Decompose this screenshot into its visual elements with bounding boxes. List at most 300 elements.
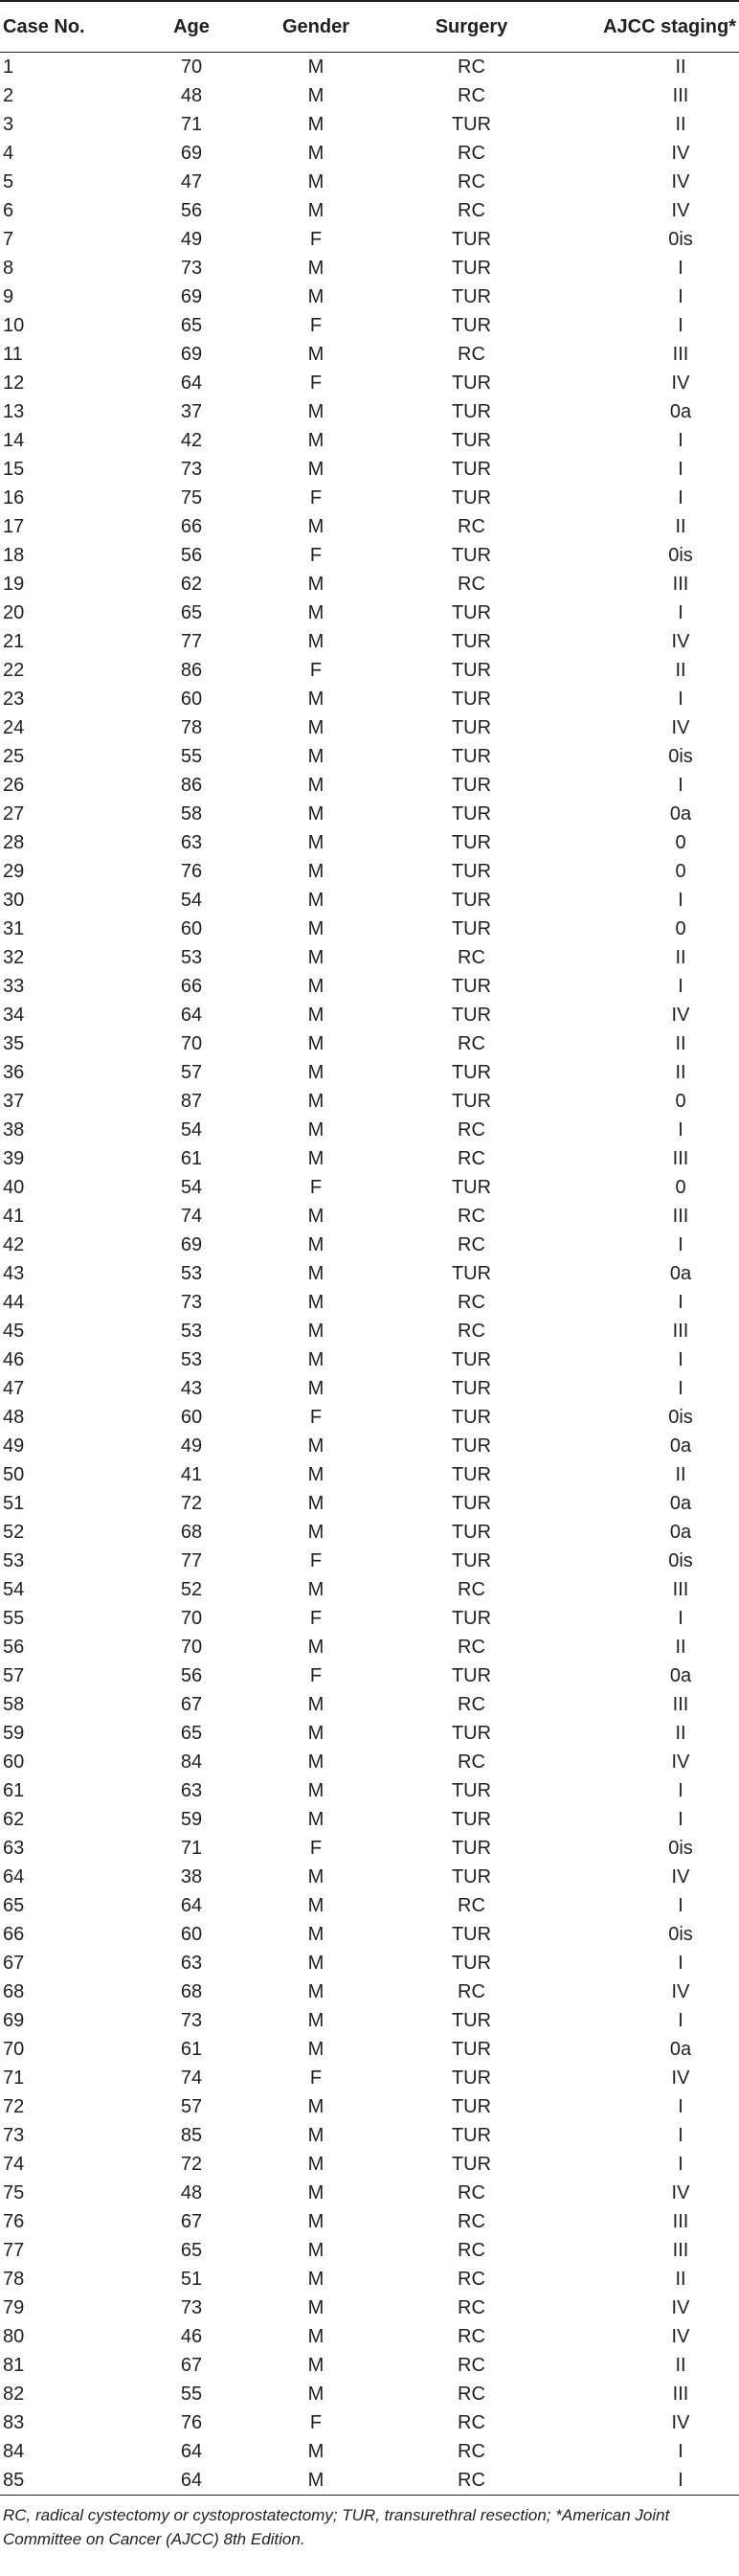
- cell-age: 70: [180, 1608, 203, 1629]
- cell-age: 68: [180, 1522, 203, 1543]
- cell-surgery: TUR: [451, 918, 492, 939]
- cell-ajcc-staging: I: [678, 689, 683, 710]
- table-body: [0, 53, 739, 2496]
- cell-age: 59: [180, 1809, 203, 1830]
- cell-ajcc-staging: 0: [675, 832, 686, 853]
- cell-case-no: 73: [3, 2125, 25, 2146]
- cell-surgery: TUR: [451, 1435, 492, 1457]
- cell-case-no: 64: [3, 1866, 25, 1887]
- cell-ajcc-staging: 0is: [668, 1838, 693, 1859]
- cell-age: 73: [180, 459, 203, 480]
- cell-ajcc-staging: I: [678, 2096, 683, 2117]
- cell-gender: M: [307, 1522, 325, 1543]
- cell-case-no: 31: [3, 918, 25, 939]
- cell-age: 74: [180, 2068, 203, 2089]
- cell-surgery: TUR: [451, 660, 492, 681]
- table-row: [0, 1001, 739, 1029]
- cell-case-no: 21: [3, 631, 25, 652]
- cell-ajcc-staging: IV: [671, 2182, 690, 2203]
- cell-surgery: TUR: [451, 1953, 492, 1974]
- table-row: [0, 2466, 739, 2496]
- cell-surgery: RC: [458, 2182, 485, 2203]
- cell-age: 67: [180, 1694, 203, 1715]
- cell-ajcc-staging: III: [672, 1694, 689, 1715]
- cell-surgery: RC: [458, 1637, 485, 1658]
- cell-case-no: 53: [3, 1550, 25, 1571]
- cell-surgery: TUR: [451, 2010, 492, 2031]
- table-row: [0, 857, 739, 886]
- table-row: [0, 2351, 739, 2380]
- cell-surgery: RC: [458, 947, 485, 968]
- cell-case-no: 39: [3, 1148, 25, 1169]
- cell-case-no: 57: [3, 1665, 25, 1686]
- header-row: [0, 1, 739, 53]
- cell-age: 51: [180, 2269, 203, 2290]
- table-row: [0, 1891, 739, 1920]
- cell-age: 71: [180, 1838, 203, 1859]
- cell-surgery: RC: [458, 2240, 485, 2261]
- table-row: [0, 1058, 739, 1087]
- cell-case-no: 18: [3, 545, 25, 566]
- cell-surgery: TUR: [451, 1608, 492, 1629]
- cell-gender: M: [307, 114, 325, 135]
- cell-age: 63: [180, 832, 203, 853]
- cell-ajcc-staging: IV: [671, 143, 690, 164]
- cell-gender: M: [307, 2154, 325, 2175]
- cell-age: 85: [180, 2125, 203, 2146]
- cell-ajcc-staging: IV: [671, 1866, 690, 1887]
- cell-age: 37: [180, 401, 203, 422]
- cell-case-no: 42: [3, 1234, 25, 1255]
- table-row: [0, 1661, 739, 1690]
- cell-gender: M: [307, 717, 325, 738]
- cell-age: 73: [180, 258, 203, 279]
- cell-gender: M: [307, 344, 325, 365]
- cell-surgery: RC: [458, 2297, 485, 2318]
- cell-surgery: TUR: [451, 1838, 492, 1859]
- cell-surgery: TUR: [451, 861, 492, 882]
- cell-gender: F: [309, 1177, 323, 1198]
- cell-ajcc-staging: I: [678, 2154, 683, 2175]
- cell-case-no: 2: [3, 85, 14, 106]
- cell-ajcc-staging: II: [675, 1033, 686, 1054]
- table-row: [0, 599, 739, 627]
- table-row: [0, 828, 739, 857]
- table-row: [0, 168, 739, 196]
- cell-gender: M: [307, 1349, 325, 1370]
- cell-gender: M: [307, 2441, 325, 2462]
- cell-case-no: 15: [3, 459, 25, 480]
- cell-age: 63: [180, 1780, 203, 1801]
- table-row: [0, 1432, 739, 1460]
- cell-case-no: 68: [3, 1981, 25, 2002]
- cell-case-no: 35: [3, 1033, 25, 1054]
- cell-ajcc-staging: I: [678, 1378, 683, 1399]
- cell-gender: M: [307, 1694, 325, 1715]
- cell-ajcc-staging: I: [678, 1953, 683, 1974]
- cell-gender: M: [307, 2355, 325, 2376]
- table-footnote: RC, radical cystectomy or cystoprostatectomy; TUR, transurethral resection; *American Joint Committee on Cancer (AJCC) 8th Edition.: [3, 2506, 670, 2548]
- table-row: [0, 2437, 739, 2466]
- header-case-no: Case No.: [0, 1, 139, 53]
- cell-gender: M: [307, 1981, 325, 2002]
- cell-surgery: TUR: [451, 2125, 492, 2146]
- table-row: [0, 1633, 739, 1661]
- cell-surgery: TUR: [451, 229, 492, 250]
- cell-gender: F: [309, 1665, 323, 1686]
- table-row: [0, 1288, 739, 1317]
- table-row: [0, 2006, 739, 2035]
- cell-ajcc-staging: 0: [675, 1177, 686, 1198]
- cell-ajcc-staging: 0a: [669, 1263, 692, 1284]
- cell-age: 65: [180, 1723, 203, 1744]
- table-row: [0, 1202, 739, 1231]
- cell-gender: M: [307, 171, 325, 192]
- cell-case-no: 29: [3, 861, 25, 882]
- cell-age: 56: [180, 545, 203, 566]
- cell-gender: F: [309, 1608, 323, 1629]
- cell-surgery: TUR: [451, 430, 492, 451]
- cell-age: 61: [180, 2039, 203, 2060]
- table-row: [0, 196, 739, 225]
- cell-gender: M: [307, 890, 325, 911]
- cell-gender: M: [307, 516, 325, 537]
- cell-case-no: 82: [3, 2384, 25, 2405]
- cell-age: 69: [180, 1234, 203, 1255]
- cell-ajcc-staging: I: [678, 1608, 683, 1629]
- table-row: [0, 139, 739, 168]
- table-row: [0, 340, 739, 369]
- cell-surgery: RC: [458, 2355, 485, 2376]
- cell-case-no: 28: [3, 832, 25, 853]
- table-header: [0, 1, 739, 53]
- cell-ajcc-staging: III: [672, 85, 689, 106]
- cell-age: 60: [180, 1407, 203, 1428]
- cell-case-no: 20: [3, 602, 25, 623]
- cell-gender: F: [309, 1407, 323, 1428]
- cell-ajcc-staging: I: [678, 1809, 683, 1830]
- cell-case-no: 11: [3, 344, 23, 365]
- cell-case-no: 51: [3, 1493, 25, 1514]
- cell-age: 63: [180, 1953, 203, 1974]
- cell-age: 72: [180, 1493, 203, 1514]
- cell-ajcc-staging: IV: [671, 2412, 690, 2433]
- cell-surgery: RC: [458, 2441, 485, 2462]
- cell-ajcc-staging: 0is: [668, 545, 693, 566]
- cell-surgery: TUR: [451, 1866, 492, 1887]
- cell-surgery: TUR: [451, 459, 492, 480]
- cell-case-no: 43: [3, 1263, 25, 1284]
- cell-ajcc-staging: 0is: [668, 1550, 693, 1571]
- cell-gender: M: [307, 2269, 325, 2290]
- table-row: [0, 1776, 739, 1805]
- cell-case-no: 54: [3, 1579, 25, 1600]
- cell-age: 66: [180, 976, 203, 997]
- cell-ajcc-staging: I: [678, 2441, 683, 2462]
- cell-surgery: TUR: [451, 746, 492, 767]
- cell-ajcc-staging: I: [678, 430, 683, 451]
- cell-age: 73: [180, 2297, 203, 2318]
- cell-ajcc-staging: II: [675, 56, 686, 78]
- cell-surgery: RC: [458, 2211, 485, 2232]
- cell-surgery: TUR: [451, 1091, 492, 1112]
- cell-case-no: 46: [3, 1349, 25, 1370]
- cell-surgery: TUR: [451, 717, 492, 738]
- table-row: [0, 397, 739, 426]
- cell-gender: M: [307, 746, 325, 767]
- cell-age: 53: [180, 1321, 203, 1342]
- cell-age: 78: [180, 717, 203, 738]
- cell-age: 54: [180, 890, 203, 911]
- cell-age: 73: [180, 1292, 203, 1313]
- cell-case-no: 58: [3, 1694, 25, 1715]
- cell-age: 70: [180, 1637, 203, 1658]
- cell-ajcc-staging: IV: [671, 631, 690, 652]
- table-row: [0, 225, 739, 254]
- table-row: [0, 1173, 739, 1202]
- cell-surgery: TUR: [451, 1550, 492, 1571]
- cell-case-no: 49: [3, 1435, 25, 1457]
- cell-gender: M: [244, 2466, 388, 2496]
- cell-ajcc-staging: III: [672, 1148, 689, 1169]
- cell-age: 53: [180, 947, 203, 968]
- cell-surgery: RC: [458, 171, 485, 192]
- cell-gender: M: [307, 2010, 325, 2031]
- cell-gender: M: [307, 1435, 325, 1457]
- cell-surgery: TUR: [451, 258, 492, 279]
- cell-gender: F: [309, 373, 323, 394]
- cell-age: 84: [180, 1751, 203, 1773]
- table-row: [0, 1231, 739, 1259]
- table-row: [0, 2092, 739, 2121]
- cell-surgery: RC: [458, 143, 485, 164]
- cell-age: 60: [180, 1924, 203, 1945]
- cell-ajcc-staging: 0a: [669, 1665, 692, 1686]
- table-row: [0, 1604, 739, 1633]
- cell-gender: M: [307, 430, 325, 451]
- cell-ajcc-staging: I: [678, 602, 683, 623]
- cell-surgery: TUR: [451, 1809, 492, 1830]
- cell-age: 69: [180, 344, 203, 365]
- cell-surgery: TUR: [451, 1005, 492, 1026]
- cell-age: 43: [180, 1378, 203, 1399]
- cell-age: 49: [180, 229, 203, 250]
- cell-age: 64: [180, 1005, 203, 1026]
- table-row: [0, 2207, 739, 2236]
- cell-ajcc-staging: II: [675, 516, 686, 537]
- cell-surgery: RC: [458, 1694, 485, 1715]
- cell-gender: M: [307, 1033, 325, 1054]
- cell-case-no: 10: [3, 315, 25, 336]
- cell-case-no: 12: [3, 373, 25, 394]
- cell-gender: F: [309, 229, 323, 250]
- table-row: [0, 311, 739, 340]
- cell-gender: M: [307, 1637, 325, 1658]
- cell-age: 48: [180, 2182, 203, 2203]
- table-row: [0, 369, 739, 397]
- cell-case-no: 5: [3, 171, 14, 192]
- cell-gender: M: [307, 947, 325, 968]
- cell-surgery: TUR: [451, 373, 492, 394]
- table-row: [0, 742, 739, 771]
- header-ajcc-staging: AJCC staging*: [555, 1, 739, 53]
- cell-age: 76: [180, 2412, 203, 2433]
- cell-case-no: 41: [3, 1206, 25, 1227]
- cell-gender: F: [309, 1550, 323, 1571]
- cell-gender: M: [307, 1493, 325, 1514]
- cell-ajcc-staging: IV: [671, 2326, 690, 2347]
- cell-surgery: RC: [458, 2326, 485, 2347]
- cell-ajcc-staging: 0: [675, 918, 686, 939]
- cell-case-no: 76: [3, 2211, 25, 2232]
- cell-case-no: 69: [3, 2010, 25, 2031]
- cell-gender: M: [307, 2384, 325, 2405]
- cell-gender: M: [307, 1263, 325, 1284]
- cell-surgery: TUR: [451, 487, 492, 508]
- cell-ajcc-staging: IV: [671, 373, 690, 394]
- cell-age: 68: [180, 1981, 203, 2002]
- cell-ajcc-staging: I: [678, 775, 683, 796]
- cell-surgery: TUR: [451, 545, 492, 566]
- cell-surgery: RC: [458, 1206, 485, 1227]
- cell-ajcc-staging: I: [678, 286, 683, 307]
- cell-gender: M: [307, 200, 325, 221]
- cell-age: 70: [180, 1033, 203, 1054]
- cell-age: 56: [180, 1665, 203, 1686]
- cell-case-no: 81: [3, 2355, 25, 2376]
- cell-surgery: TUR: [451, 315, 492, 336]
- cell-ajcc-staging: I: [678, 487, 683, 508]
- table-row: [0, 1834, 739, 1863]
- cell-surgery: RC: [458, 1981, 485, 2002]
- cell-ajcc-staging: 0a: [669, 1522, 692, 1543]
- cell-gender: M: [307, 775, 325, 796]
- cell-case-no: 80: [3, 2326, 25, 2347]
- cell-surgery: RC: [458, 56, 485, 78]
- cell-surgery: TUR: [451, 890, 492, 911]
- cell-age: 65: [180, 602, 203, 623]
- cell-gender: M: [307, 258, 325, 279]
- cell-surgery: TUR: [451, 2039, 492, 2060]
- cell-age: 53: [180, 1263, 203, 1284]
- cell-surgery: TUR: [451, 775, 492, 796]
- cell-gender: M: [307, 1751, 325, 1773]
- cell-case-no: 40: [3, 1177, 25, 1198]
- table-row: [0, 656, 739, 685]
- cell-ajcc-staging: 0: [675, 1091, 686, 1112]
- cell-ajcc-staging: IV: [671, 200, 690, 221]
- cell-case-no: 32: [3, 947, 25, 968]
- table-row: [0, 2236, 739, 2265]
- table-row: [0, 282, 739, 311]
- cell-age: 61: [180, 1148, 203, 1169]
- cell-surgery: RC: [458, 1579, 485, 1600]
- cell-surgery: RC: [458, 2269, 485, 2290]
- cell-ajcc-staging: I: [678, 2125, 683, 2146]
- cell-ajcc-staging: IV: [671, 2068, 690, 2089]
- cell-age: 64: [139, 2466, 244, 2496]
- cell-ajcc-staging: 0: [675, 861, 686, 882]
- cell-ajcc-staging: 0a: [669, 401, 692, 422]
- table-row: [0, 1863, 739, 1891]
- table-row: [0, 2294, 739, 2322]
- table-row: [0, 1719, 739, 1748]
- cell-surgery: TUR: [451, 1378, 492, 1399]
- cell-gender: M: [307, 143, 325, 164]
- cell-age: 69: [180, 143, 203, 164]
- cell-surgery: TUR: [451, 1263, 492, 1284]
- cell-age: 52: [180, 1579, 203, 1600]
- table-row: [0, 2265, 739, 2294]
- cell-ajcc-staging: 0a: [669, 803, 692, 825]
- cell-gender: M: [307, 459, 325, 480]
- cell-gender: F: [309, 2412, 323, 2433]
- cell-case-no: 83: [3, 2412, 25, 2433]
- cell-gender: M: [307, 1579, 325, 1600]
- table-row: [0, 1116, 739, 1144]
- table-row: [0, 1518, 739, 1547]
- header-age: Age: [139, 1, 244, 53]
- cell-case-no: 67: [3, 1953, 25, 1974]
- cell-gender: M: [307, 1005, 325, 1026]
- cell-case-no: 44: [3, 1292, 25, 1313]
- cell-case-no: 6: [3, 200, 14, 221]
- cell-surgery: RC: [458, 1119, 485, 1141]
- cell-case-no: 79: [3, 2297, 25, 2318]
- table-row: [0, 886, 739, 915]
- cell-age: 65: [180, 2240, 203, 2261]
- cell-case-no: 65: [3, 1895, 25, 1916]
- cell-surgery: RC: [458, 2384, 485, 2405]
- table-row: [0, 943, 739, 972]
- table-row: [0, 1460, 739, 1489]
- cell-age: 64: [180, 2441, 203, 2462]
- cell-case-no: 24: [3, 717, 25, 738]
- cell-case-no: 30: [3, 890, 25, 911]
- cell-gender: M: [307, 631, 325, 652]
- cell-age: 87: [180, 1091, 203, 1112]
- cell-case-no: 22: [3, 660, 25, 681]
- cell-surgery: TUR: [451, 286, 492, 307]
- cell-gender: M: [307, 689, 325, 710]
- table-row: [0, 455, 739, 484]
- cell-ajcc-staging: IV: [671, 171, 690, 192]
- cell-surgery: TUR: [451, 401, 492, 422]
- cell-surgery: TUR: [451, 689, 492, 710]
- cell-gender: M: [307, 85, 325, 106]
- cell-gender: M: [307, 832, 325, 853]
- cell-ajcc-staging: III: [672, 344, 689, 365]
- cell-gender: M: [307, 1378, 325, 1399]
- cell-surgery: RC: [388, 2466, 555, 2496]
- cell-gender: M: [307, 861, 325, 882]
- cell-age: 77: [180, 1550, 203, 1571]
- table-row: [0, 1977, 739, 2006]
- cell-case-no: 56: [3, 1637, 25, 1658]
- cell-surgery: RC: [458, 85, 485, 106]
- cell-age: 70: [180, 56, 203, 78]
- table-row: [0, 2035, 739, 2064]
- cell-ajcc-staging: II: [675, 660, 686, 681]
- cell-case-no: 50: [3, 1464, 25, 1485]
- cell-case-no: 60: [3, 1751, 25, 1773]
- table-row: [0, 1748, 739, 1776]
- cell-case-no: 38: [3, 1119, 25, 1141]
- cell-gender: M: [307, 1866, 325, 1887]
- cell-case-no: 36: [3, 1062, 25, 1083]
- cell-surgery: TUR: [451, 1665, 492, 1686]
- cell-case-no: 8: [3, 258, 14, 279]
